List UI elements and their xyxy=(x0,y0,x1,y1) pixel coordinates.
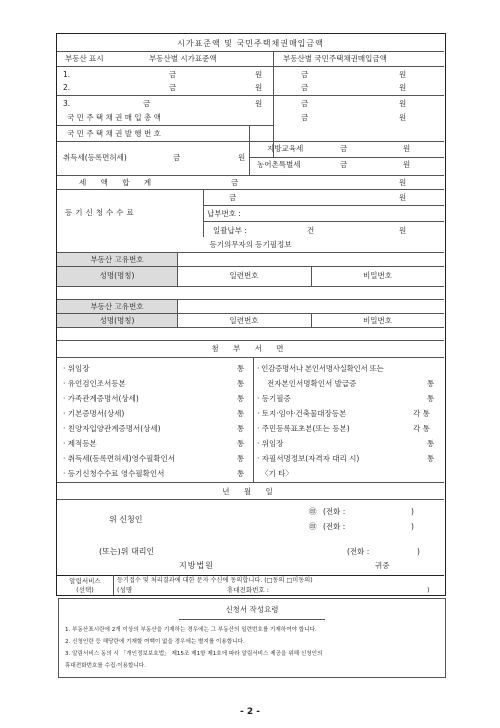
property-column-header: 부동산 표시 xyxy=(65,54,104,63)
payment-number-label: 납부번호 : xyxy=(207,209,241,218)
attachment-item: · 토지·임야·건축물대장등본 xyxy=(257,409,347,418)
serial-number-label: 일련번호 xyxy=(229,316,259,325)
alert-phone-label: 휴대전화번호 : xyxy=(227,586,269,594)
lump-payment-unit: 원 xyxy=(399,226,407,235)
education-tax-label: 지방교육세 xyxy=(267,144,304,153)
lump-payment-label: 일괄납부 : xyxy=(213,226,247,235)
attachment-count: 통 xyxy=(427,454,435,463)
attachment-count: 각 통 xyxy=(413,424,430,433)
row-number: 1. xyxy=(63,70,71,79)
attachment-item: · 위임장 xyxy=(257,439,284,448)
alert-service-optional: (선택) xyxy=(76,586,94,594)
attachment-item: · 등기신청수수료 영수필확인서 xyxy=(63,469,165,478)
attachment-count: 통 xyxy=(427,394,435,403)
writing-guide-item: 휴대전화번호를 수집·이용합니다. xyxy=(65,663,146,669)
tax-sum-prefix: 금 xyxy=(231,178,239,187)
unique-number-label: 부동산 고유번호 xyxy=(90,255,144,264)
attachment-item: · 유언검인조서등본 xyxy=(63,379,126,388)
lump-payment-count-unit: 건 xyxy=(307,226,315,235)
rural-tax-unit: 원 xyxy=(403,160,411,169)
alert-close-paren: ) xyxy=(427,586,430,594)
row-bond-prefix: 금 xyxy=(301,70,309,79)
attachment-count: 통 xyxy=(237,379,245,388)
attachment-count: 통 xyxy=(237,469,245,478)
row-bond-prefix: 금 xyxy=(301,99,309,108)
bond-number-label: 국 민 주 택 채 권 발 행 번 호 xyxy=(67,129,161,138)
application-form xyxy=(56,33,446,596)
education-tax-prefix: 금 xyxy=(340,144,348,153)
applicant-phone-close: ) xyxy=(411,507,414,516)
obligor-name-label: 성명(명칭) xyxy=(99,271,135,280)
attachment-count: 통 xyxy=(237,439,245,448)
agent-label: (또는)위 대리인 xyxy=(99,547,155,556)
password-label: 비밀번호 xyxy=(363,316,392,325)
attachment-item: · 인감증명서나 본인서명사실확인서 또는 xyxy=(257,364,384,373)
bond-total-label: 국 민 주 택 채 권 매 입 총 액 xyxy=(67,113,161,122)
attachment-count: 각 통 xyxy=(413,409,430,418)
fee-unit: 원 xyxy=(399,193,407,202)
writing-guide-item: 3. 알림서비스 동의 시 「개인정보보호법」 제15조 제1항 제1호에 따라 알림서비스 제공을 위해 신청인의 xyxy=(65,651,323,657)
seal-icon: ㊞ xyxy=(309,522,317,531)
agent-phone-label: (전화 : xyxy=(347,547,370,556)
attachment-count: 통 xyxy=(237,394,245,403)
attachment-count: 통 xyxy=(237,364,245,373)
alert-name-label: (성명 xyxy=(117,586,133,594)
fee-prefix: 금 xyxy=(229,193,237,202)
court-label: 지방법원 xyxy=(179,561,214,570)
education-tax-unit: 원 xyxy=(403,144,411,153)
alert-service-label: 알림서비스 xyxy=(69,577,101,585)
fee-label: 등기신청수수료 xyxy=(65,208,137,217)
tax-sum-label: 세 액 합 계 xyxy=(79,178,158,187)
rural-tax-label: 농어촌특별세 xyxy=(257,160,301,169)
writing-guide-title: 신청서 작성요령 xyxy=(225,605,279,614)
attachments-title: 첨 부 서 면 xyxy=(211,344,290,353)
attachment-item: · 기본증명서(상세) xyxy=(63,409,125,418)
attachment-item: · 제적등본 xyxy=(63,439,97,448)
attachment-item: · 주민등록표초본(또는 등본) xyxy=(257,424,350,433)
attachment-item: · 가족관계증명서(상세) xyxy=(63,394,139,403)
row-amount-prefix: 금 xyxy=(143,99,151,108)
standard-price-column-header: 부동산별 시가표준액 xyxy=(149,54,217,63)
row-bond-unit: 원 xyxy=(399,70,407,79)
attachment-item: 전자본인서명확인서 발급증 xyxy=(267,379,357,388)
writing-guide-item: 1. 부동산표시란에 2개 이상의 부동산을 기재하는 경우에는 그 부동산의 일련번호를 기재하여야 합니다. xyxy=(65,627,317,633)
bond-total-prefix: 금 xyxy=(301,113,309,122)
attachment-item: · 등기필증 xyxy=(257,394,291,403)
writing-guide xyxy=(58,598,446,678)
rural-tax-prefix: 금 xyxy=(340,160,348,169)
row-amount-unit: 원 xyxy=(255,70,263,79)
acquisition-tax-prefix: 금 xyxy=(173,153,181,162)
row-bond-unit: 원 xyxy=(399,99,407,108)
row-amount-unit: 원 xyxy=(255,83,263,92)
attachment-count: 통 xyxy=(427,379,435,388)
password-label: 비밀번호 xyxy=(363,271,392,280)
row-number: 3. xyxy=(63,99,71,108)
applicant-label: 위 신청인 xyxy=(109,515,143,524)
applicant-phone-label: (전화 : xyxy=(323,507,346,516)
acquisition-tax-label: 취득세(등록면허세) xyxy=(63,153,127,162)
unique-number-label: 부동산 고유번호 xyxy=(90,302,144,311)
attachment-item: · 자필서명정보(자격자 대리 시) xyxy=(257,454,360,463)
attachment-count: 통 xyxy=(237,424,245,433)
attachment-item: · 친양자입양관계증명서(상세) xyxy=(63,424,161,433)
agent-phone-close: ) xyxy=(417,547,420,556)
bond-table-title: 시가표준액 및 국민주택채권매입금액 xyxy=(177,39,324,48)
court-salutation: 귀중 xyxy=(375,561,390,570)
row-amount-prefix: 금 xyxy=(169,83,177,92)
row-amount-prefix: 금 xyxy=(169,70,177,79)
applicant-phone-label: (전화 : xyxy=(323,522,346,531)
writing-guide-item: 2. 신청인란 등 해당란에 기재할 여백이 없을 경우에는 별지를 이용합니다. xyxy=(65,639,245,645)
acquisition-tax-unit: 원 xyxy=(238,153,246,162)
serial-number-label: 일련번호 xyxy=(229,271,259,280)
obligor-name-label: 성명(명칭) xyxy=(99,316,135,325)
row-amount-unit: 원 xyxy=(255,99,263,108)
bond-total-unit: 원 xyxy=(399,113,407,122)
row-bond-prefix: 금 xyxy=(301,83,309,92)
tax-sum-unit: 원 xyxy=(399,178,407,187)
alert-consent-text[interactable]: 등기접수 및 처리결과에 대한 문자 수신에 동의합니다. (□동의 □미동의) xyxy=(117,577,313,584)
applicant-phone-close: ) xyxy=(411,522,414,531)
obligor-section-title: 등기의무자의 등기필정보 xyxy=(209,240,292,249)
attachment-item: · 위임장 xyxy=(63,364,90,373)
attachment-count: 통 xyxy=(237,454,245,463)
attachment-count: 통 xyxy=(427,439,435,448)
application-date: 년 월 일 xyxy=(222,487,279,496)
page-number: - 2 - xyxy=(240,707,260,717)
attachment-item: · 취득세(등록면허세)영수필확인서 xyxy=(63,454,176,463)
row-number: 2. xyxy=(63,83,71,92)
bond-amount-column-header: 부동산별 국민주택채권매입금액 xyxy=(283,54,387,63)
seal-icon: ㊞ xyxy=(309,507,317,516)
attachment-count: 통 xyxy=(237,409,245,418)
attachment-other-label: 〈기 타〉 xyxy=(261,469,293,478)
row-bond-unit: 원 xyxy=(399,83,407,92)
